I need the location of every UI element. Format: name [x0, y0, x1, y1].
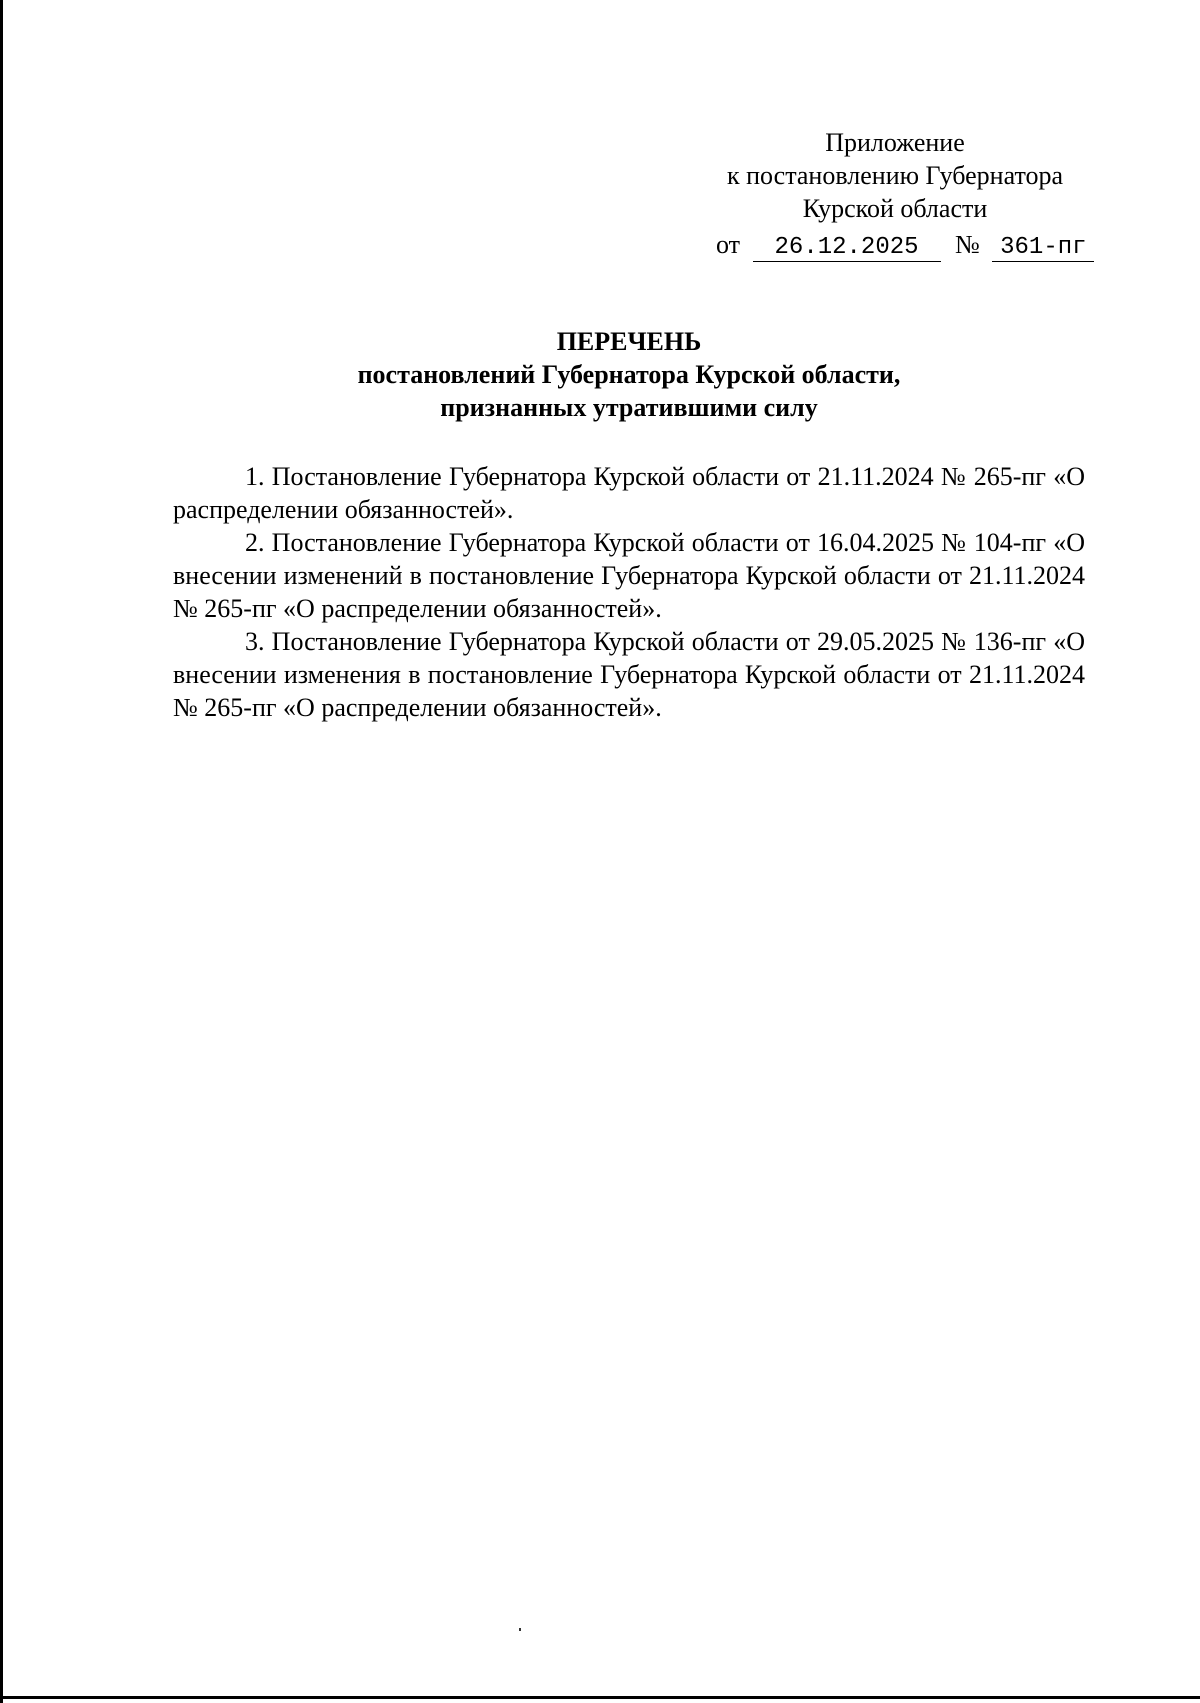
appendix-date-number-line [716, 228, 1096, 262]
document-date: 26.12.2025 [753, 235, 941, 262]
appendix-region: Курской области [802, 194, 988, 223]
heading-subtitle-line-1: постановлений Губернатора Курской области, [357, 360, 901, 389]
document-number: 361-пг [992, 235, 1094, 262]
heading-subtitle-line-2: признанных утратившими силу [440, 393, 818, 422]
heading-title: ПЕРЕЧЕНЬ [556, 327, 702, 356]
list-item: 2. Постановление Губернатора Курской области от 16.04.2025 № 104-пг «О внесении изменений в постановление Губернатора Курской области от 21.11.2024 № 265-пг «О распределении обязанностей». [173, 528, 1085, 623]
appendix-label: Приложение [825, 128, 965, 157]
number-prefix: № [955, 230, 980, 259]
appendix-reference: к постановлению Губернатора [726, 161, 1064, 190]
document-heading [173, 325, 1085, 424]
scan-left-border [0, 0, 3, 1703]
appendix-block [700, 126, 1090, 225]
repealed-decrees-list [173, 460, 1085, 724]
list-item: 3. Постановление Губернатора Курской области от 29.05.2025 № 136-пг «О внесении изменения в постановление Губернатора Курской области от 21.11.2024 № 265-пг «О распределении обязанностей». [173, 627, 1085, 722]
scan-artifact [519, 1628, 521, 1631]
scan-bottom-border [0, 1696, 1200, 1699]
date-prefix: от [716, 230, 741, 259]
list-item: 1. Постановление Губернатора Курской области от 21.11.2024 № 265-пг «О распределении обязанностей». [173, 462, 1085, 524]
